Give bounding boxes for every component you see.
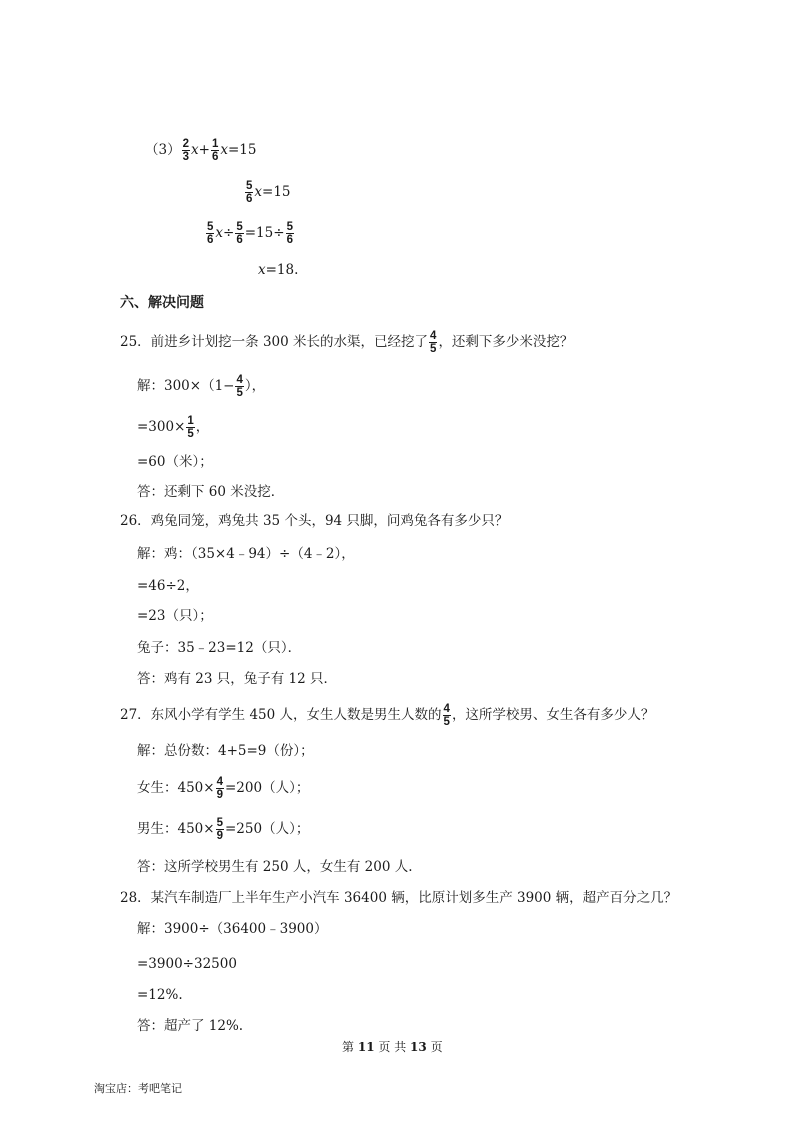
fraction: $\frac{5}{6}$ bbox=[286, 221, 293, 247]
fraction: $\frac{1}{5}$ bbox=[187, 415, 194, 441]
equation-line-4: x=18. bbox=[258, 262, 299, 278]
fraction: $\frac{5}{6}$ bbox=[246, 180, 253, 206]
q27-answer: 答：这所学校男生有 250 人，女生有 200 人. bbox=[137, 859, 413, 875]
q28-step-3: =12%. bbox=[137, 987, 183, 1003]
question-27: 27．东风小学有学生 450 人，女生人数是男生人数的 $\frac{4}{5}$ ，这所学校男、女生各有多少人？ bbox=[120, 703, 655, 729]
q25-step-1: 解：300×（1− $\frac{4}{5}$ ）， bbox=[137, 374, 266, 400]
section-heading: 六、解决问题 bbox=[120, 295, 204, 311]
q26-step-1: 解：鸡：（35×4﹣94）÷（4﹣2）， bbox=[137, 546, 355, 562]
equation-line-2: $\frac{5}{6}$ x=15 bbox=[246, 180, 291, 206]
fraction: $\frac{4}{5}$ bbox=[236, 374, 243, 400]
question-28: 28．某汽车制造厂上半年生产小汽车 36400 辆，比原计划多生产 3900 辆，超产百分之几？ bbox=[120, 890, 678, 906]
question-25: 25．前进乡计划挖一条 300 米长的水渠，已经挖了 $\frac{4}{5}$ ，还剩下多少米没挖？ bbox=[120, 330, 574, 356]
q27-step-3: 男生：450× $\frac{5}{9}$ =250（人）； bbox=[137, 817, 310, 843]
shop-label: 淘宝店：考吧笔记 bbox=[94, 1082, 182, 1095]
question-26: 26．鸡兔同笼，鸡兔共 35 个头，94 只脚，问鸡兔各有多少只？ bbox=[120, 513, 509, 529]
q26-step-2: =46÷2， bbox=[137, 578, 199, 594]
q27-step-2: 女生：450× $\frac{4}{9}$ =200（人）； bbox=[137, 776, 310, 802]
fraction: $\frac{4}{5}$ bbox=[443, 703, 450, 729]
page-number: 11 bbox=[357, 1040, 375, 1054]
equation-line-3: $\frac{5}{6}$ x÷ $\frac{5}{6}$ =15÷ $\frac{5}{6}$ bbox=[207, 221, 293, 247]
fraction: $\frac{4}{9}$ bbox=[216, 776, 223, 802]
q26-step-3: =23（只）； bbox=[137, 608, 213, 624]
q25-answer: 答：还剩下 60 米没挖． bbox=[137, 484, 285, 500]
total-pages: 13 bbox=[410, 1040, 427, 1054]
q28-step-2: =3900÷32500 bbox=[137, 956, 237, 972]
fraction: $\frac{4}{5}$ bbox=[430, 330, 437, 356]
fraction: $\frac{1}{6}$ bbox=[211, 138, 219, 164]
fraction: $\frac{5}{6}$ bbox=[236, 221, 243, 247]
fraction: $\frac{5}{6}$ bbox=[207, 221, 214, 247]
q28-step-1: 解：3900÷（36400﹣3900） bbox=[137, 921, 328, 937]
q27-step-1: 解：总份数：4+5=9（份）； bbox=[137, 743, 314, 759]
q25-step-2: =300× $\frac{1}{5}$ ， bbox=[137, 415, 210, 441]
q26-step-4: 兔子：35﹣23=12（只）． bbox=[137, 640, 302, 656]
fraction: $\frac{5}{9}$ bbox=[216, 817, 223, 843]
q25-step-3: =60（米）； bbox=[137, 454, 213, 470]
page-footer: 第 11 页 共 13 页 bbox=[342, 1040, 443, 1054]
fraction: $\frac{2}{3}$ bbox=[182, 138, 189, 164]
equation-line-1: （3） $\frac{2}{3}$ x+ $\frac{1}{6}$ x=15 bbox=[145, 138, 257, 164]
q28-answer: 答：超产了 12%. bbox=[137, 1018, 244, 1034]
part-label: （3） bbox=[145, 142, 181, 159]
q26-answer: 答：鸡有 23 只，兔子有 12 只． bbox=[137, 671, 338, 687]
